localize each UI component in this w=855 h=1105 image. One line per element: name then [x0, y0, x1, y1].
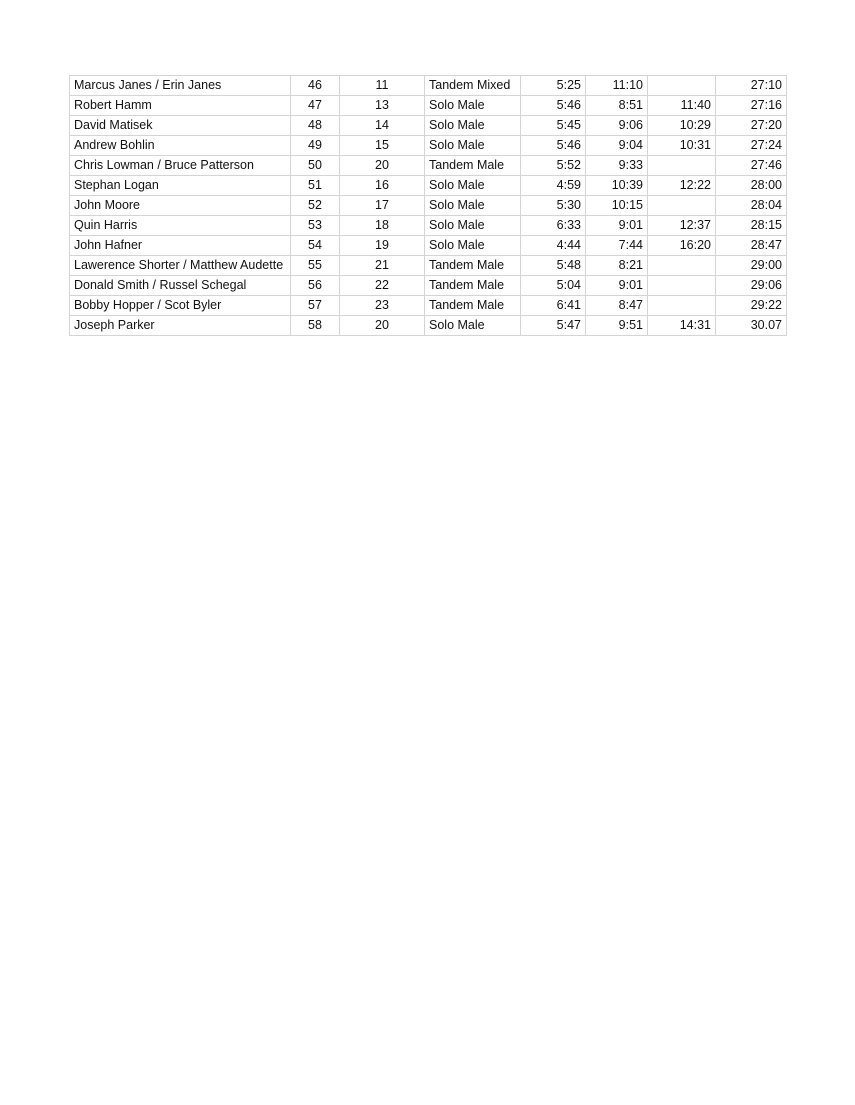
- division-place-cell: 20: [340, 316, 425, 336]
- overall-place-cell: 57: [291, 296, 340, 316]
- table-row: [70, 176, 787, 196]
- results-table-body: [70, 76, 787, 336]
- racer-name-cell: Andrew Bohlin: [70, 136, 291, 156]
- table-row: [70, 276, 787, 296]
- split-3-cell: [648, 76, 716, 96]
- split-2-cell: 9:06: [586, 116, 648, 136]
- overall-place-cell: 46: [291, 76, 340, 96]
- total-time-cell: 28:00: [716, 176, 787, 196]
- split-1-cell: 5:52: [521, 156, 586, 176]
- split-3-cell: 10:31: [648, 136, 716, 156]
- table-row: [70, 156, 787, 176]
- division-place-cell: 16: [340, 176, 425, 196]
- total-time-cell: 27:24: [716, 136, 787, 156]
- overall-place-cell: 49: [291, 136, 340, 156]
- split-3-cell: [648, 296, 716, 316]
- division-place-cell: 11: [340, 76, 425, 96]
- split-1-cell: 6:33: [521, 216, 586, 236]
- split-3-cell: 16:20: [648, 236, 716, 256]
- total-time-cell: 27:10: [716, 76, 787, 96]
- table-row: [70, 236, 787, 256]
- split-1-cell: 4:59: [521, 176, 586, 196]
- split-2-cell: 9:01: [586, 216, 648, 236]
- division-place-cell: 22: [340, 276, 425, 296]
- overall-place-cell: 48: [291, 116, 340, 136]
- division-place-cell: 13: [340, 96, 425, 116]
- split-3-cell: 12:22: [648, 176, 716, 196]
- category-cell: Tandem Male: [425, 296, 521, 316]
- table-row: [70, 256, 787, 276]
- division-place-cell: 21: [340, 256, 425, 276]
- split-2-cell: 8:47: [586, 296, 648, 316]
- table-row: [70, 76, 787, 96]
- overall-place-cell: 52: [291, 196, 340, 216]
- split-2-cell: 8:51: [586, 96, 648, 116]
- category-cell: Tandem Male: [425, 156, 521, 176]
- split-2-cell: 9:01: [586, 276, 648, 296]
- racer-name-cell: Stephan Logan: [70, 176, 291, 196]
- split-1-cell: 5:46: [521, 136, 586, 156]
- category-cell: Solo Male: [425, 216, 521, 236]
- racer-name-cell: Bobby Hopper / Scot Byler: [70, 296, 291, 316]
- racer-name-cell: Chris Lowman / Bruce Patterson: [70, 156, 291, 176]
- overall-place-cell: 55: [291, 256, 340, 276]
- split-1-cell: 5:04: [521, 276, 586, 296]
- split-1-cell: 5:45: [521, 116, 586, 136]
- total-time-cell: 27:20: [716, 116, 787, 136]
- category-cell: Solo Male: [425, 96, 521, 116]
- total-time-cell: 27:16: [716, 96, 787, 116]
- total-time-cell: 29:22: [716, 296, 787, 316]
- split-2-cell: 7:44: [586, 236, 648, 256]
- category-cell: Tandem Male: [425, 256, 521, 276]
- split-3-cell: 12:37: [648, 216, 716, 236]
- racer-name-cell: John Moore: [70, 196, 291, 216]
- split-1-cell: 4:44: [521, 236, 586, 256]
- table-row: [70, 96, 787, 116]
- total-time-cell: 29:00: [716, 256, 787, 276]
- split-3-cell: 14:31: [648, 316, 716, 336]
- racer-name-cell: Lawerence Shorter / Matthew Audette: [70, 256, 291, 276]
- split-3-cell: [648, 156, 716, 176]
- overall-place-cell: 56: [291, 276, 340, 296]
- racer-name-cell: Joseph Parker: [70, 316, 291, 336]
- table-row: [70, 136, 787, 156]
- total-time-cell: 29:06: [716, 276, 787, 296]
- overall-place-cell: 54: [291, 236, 340, 256]
- racer-name-cell: Robert Hamm: [70, 96, 291, 116]
- racer-name-cell: Marcus Janes / Erin Janes: [70, 76, 291, 96]
- category-cell: Solo Male: [425, 236, 521, 256]
- category-cell: Solo Male: [425, 316, 521, 336]
- split-1-cell: 5:25: [521, 76, 586, 96]
- total-time-cell: 28:47: [716, 236, 787, 256]
- racer-name-cell: John Hafner: [70, 236, 291, 256]
- category-cell: Solo Male: [425, 136, 521, 156]
- table-row: [70, 316, 787, 336]
- split-1-cell: 5:47: [521, 316, 586, 336]
- racer-name-cell: David Matisek: [70, 116, 291, 136]
- category-cell: Solo Male: [425, 176, 521, 196]
- total-time-cell: 27:46: [716, 156, 787, 176]
- category-cell: Tandem Male: [425, 276, 521, 296]
- split-2-cell: 11:10: [586, 76, 648, 96]
- division-place-cell: 18: [340, 216, 425, 236]
- category-cell: Tandem Mixed: [425, 76, 521, 96]
- total-time-cell: 28:04: [716, 196, 787, 216]
- split-2-cell: 10:39: [586, 176, 648, 196]
- split-3-cell: [648, 196, 716, 216]
- results-table: [69, 75, 787, 336]
- division-place-cell: 15: [340, 136, 425, 156]
- split-2-cell: 9:04: [586, 136, 648, 156]
- table-row: [70, 196, 787, 216]
- split-2-cell: 9:33: [586, 156, 648, 176]
- racer-name-cell: Donald Smith / Russel Schegal: [70, 276, 291, 296]
- racer-name-cell: Quin Harris: [70, 216, 291, 236]
- split-3-cell: 10:29: [648, 116, 716, 136]
- division-place-cell: 17: [340, 196, 425, 216]
- table-row: [70, 116, 787, 136]
- division-place-cell: 19: [340, 236, 425, 256]
- split-1-cell: 5:46: [521, 96, 586, 116]
- division-place-cell: 14: [340, 116, 425, 136]
- split-2-cell: 10:15: [586, 196, 648, 216]
- split-1-cell: 6:41: [521, 296, 586, 316]
- total-time-cell: 30.07: [716, 316, 787, 336]
- overall-place-cell: 51: [291, 176, 340, 196]
- total-time-cell: 28:15: [716, 216, 787, 236]
- division-place-cell: 20: [340, 156, 425, 176]
- overall-place-cell: 53: [291, 216, 340, 236]
- category-cell: Solo Male: [425, 116, 521, 136]
- split-2-cell: 8:21: [586, 256, 648, 276]
- split-3-cell: 11:40: [648, 96, 716, 116]
- division-place-cell: 23: [340, 296, 425, 316]
- table-row: [70, 296, 787, 316]
- split-1-cell: 5:48: [521, 256, 586, 276]
- overall-place-cell: 47: [291, 96, 340, 116]
- category-cell: Solo Male: [425, 196, 521, 216]
- split-1-cell: 5:30: [521, 196, 586, 216]
- overall-place-cell: 50: [291, 156, 340, 176]
- split-2-cell: 9:51: [586, 316, 648, 336]
- split-3-cell: [648, 276, 716, 296]
- overall-place-cell: 58: [291, 316, 340, 336]
- table-row: [70, 216, 787, 236]
- split-3-cell: [648, 256, 716, 276]
